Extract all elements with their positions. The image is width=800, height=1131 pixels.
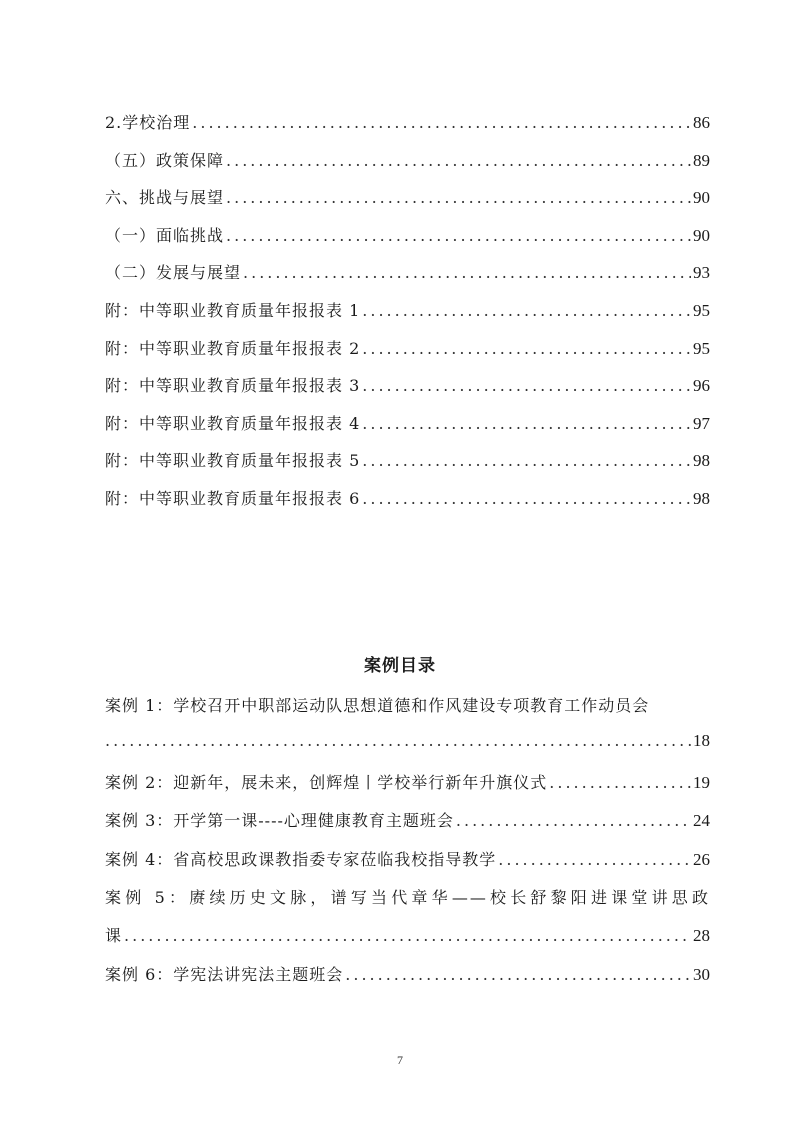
table-of-contents bbox=[105, 110, 710, 524]
dot-leader bbox=[192, 113, 691, 132]
case-entry[interactable] bbox=[105, 808, 710, 846]
case-entry[interactable] bbox=[105, 770, 710, 808]
toc-entry[interactable] bbox=[105, 260, 710, 298]
case-entry-title: 案例 4：省高校思政课教指委专家莅临我校指导教学 bbox=[105, 849, 497, 869]
dot-leader bbox=[243, 263, 691, 282]
toc-entry[interactable] bbox=[105, 411, 710, 449]
toc-entry-page: 98 bbox=[693, 488, 710, 508]
dot-leader bbox=[226, 226, 691, 245]
toc-entry-title: （二）发展与展望 bbox=[105, 263, 242, 283]
case-entry-page: 28 bbox=[693, 926, 710, 946]
case-entry-title: 案例 2：迎新年，展未来，创辉煌丨学校举行新年升旗仪式 bbox=[105, 772, 548, 792]
case-entry-page: 24 bbox=[693, 811, 710, 831]
toc-entry-title: 附：中等职业教育质量年报报表 2 bbox=[105, 338, 361, 358]
toc-entry[interactable] bbox=[105, 223, 710, 261]
case-entry[interactable] bbox=[105, 962, 710, 1000]
toc-entry[interactable] bbox=[105, 110, 710, 148]
dot-leader bbox=[498, 850, 691, 869]
case-entry-page: 30 bbox=[693, 964, 710, 984]
toc-entry-page: 86 bbox=[693, 113, 710, 132]
dot-leader bbox=[105, 731, 691, 750]
toc-entry-title: 附：中等职业教育质量年报报表 6 bbox=[105, 488, 361, 508]
dot-leader bbox=[362, 451, 691, 470]
toc-entry-page: 97 bbox=[693, 413, 710, 433]
toc-entry-page: 95 bbox=[693, 300, 710, 320]
case-entry-line[interactable] bbox=[105, 923, 710, 961]
toc-entry-page: 95 bbox=[693, 338, 710, 358]
case-entry-page: 26 bbox=[693, 849, 710, 869]
toc-entry-title: （一）面临挑战 bbox=[105, 225, 225, 245]
toc-entry-title: 附：中等职业教育质量年报报表 3 bbox=[105, 376, 361, 396]
dot-leader bbox=[226, 151, 691, 170]
dot-leader bbox=[362, 376, 691, 395]
case-entry-title-continued: 课 bbox=[105, 926, 123, 946]
page-number: 7 bbox=[397, 1053, 403, 1067]
toc-entry-page: 96 bbox=[693, 376, 710, 396]
dot-leader bbox=[362, 339, 691, 358]
toc-entry-title: （五）政策保障 bbox=[105, 150, 225, 170]
case-entry-title: 案例 3：开学第一课----心理健康教育主题班会 bbox=[105, 811, 454, 831]
case-entry-title: 案例 5：赓续历史文脉，谱写当代章华——校长舒黎阳进课堂讲思政 bbox=[105, 887, 710, 907]
case-entry[interactable] bbox=[105, 847, 710, 885]
case-entry-page: 19 bbox=[693, 772, 710, 792]
toc-entry-title: 六、挑战与展望 bbox=[105, 188, 225, 208]
dot-leader bbox=[549, 773, 691, 792]
case-entry-page: 18 bbox=[693, 731, 710, 751]
toc-entry-title: 附：中等职业教育质量年报报表 1 bbox=[105, 300, 361, 320]
case-entry-line[interactable] bbox=[105, 693, 710, 731]
toc-entry-page: 98 bbox=[693, 451, 710, 471]
dot-leader bbox=[362, 489, 691, 508]
dot-leader bbox=[456, 811, 691, 830]
toc-entry-page: 93 bbox=[693, 263, 710, 283]
dot-leader bbox=[345, 965, 691, 984]
case-entry-title: 案例 1：学校召开中职部运动队思想道德和作风建设专项教育工作动员会 bbox=[105, 696, 650, 715]
dot-leader bbox=[362, 301, 691, 320]
toc-entry[interactable] bbox=[105, 298, 710, 336]
toc-entry[interactable] bbox=[105, 148, 710, 186]
case-entry-line[interactable] bbox=[105, 885, 710, 923]
toc-entry-title: 附：中等职业教育质量年报报表 5 bbox=[105, 451, 361, 471]
case-list bbox=[105, 693, 710, 1000]
dot-leader bbox=[362, 414, 691, 433]
toc-entry-title: 附：中等职业教育质量年报报表 4 bbox=[105, 413, 361, 433]
toc-entry[interactable] bbox=[105, 373, 710, 411]
toc-entry[interactable] bbox=[105, 336, 710, 374]
toc-entry-page: 90 bbox=[693, 188, 710, 208]
case-entry-line[interactable] bbox=[105, 731, 710, 769]
case-section-title: 案例目录 bbox=[364, 656, 436, 676]
toc-entry-page: 90 bbox=[693, 225, 710, 245]
dot-leader bbox=[226, 188, 691, 207]
toc-entry[interactable] bbox=[105, 486, 710, 524]
toc-entry-title: 2.学校治理 bbox=[105, 113, 191, 132]
toc-entry[interactable] bbox=[105, 448, 710, 486]
toc-entry-page: 89 bbox=[693, 150, 710, 170]
case-entry-title: 案例 6：学宪法讲宪法主题班会 bbox=[105, 964, 344, 984]
dot-leader bbox=[124, 926, 691, 945]
toc-entry[interactable] bbox=[105, 185, 710, 223]
